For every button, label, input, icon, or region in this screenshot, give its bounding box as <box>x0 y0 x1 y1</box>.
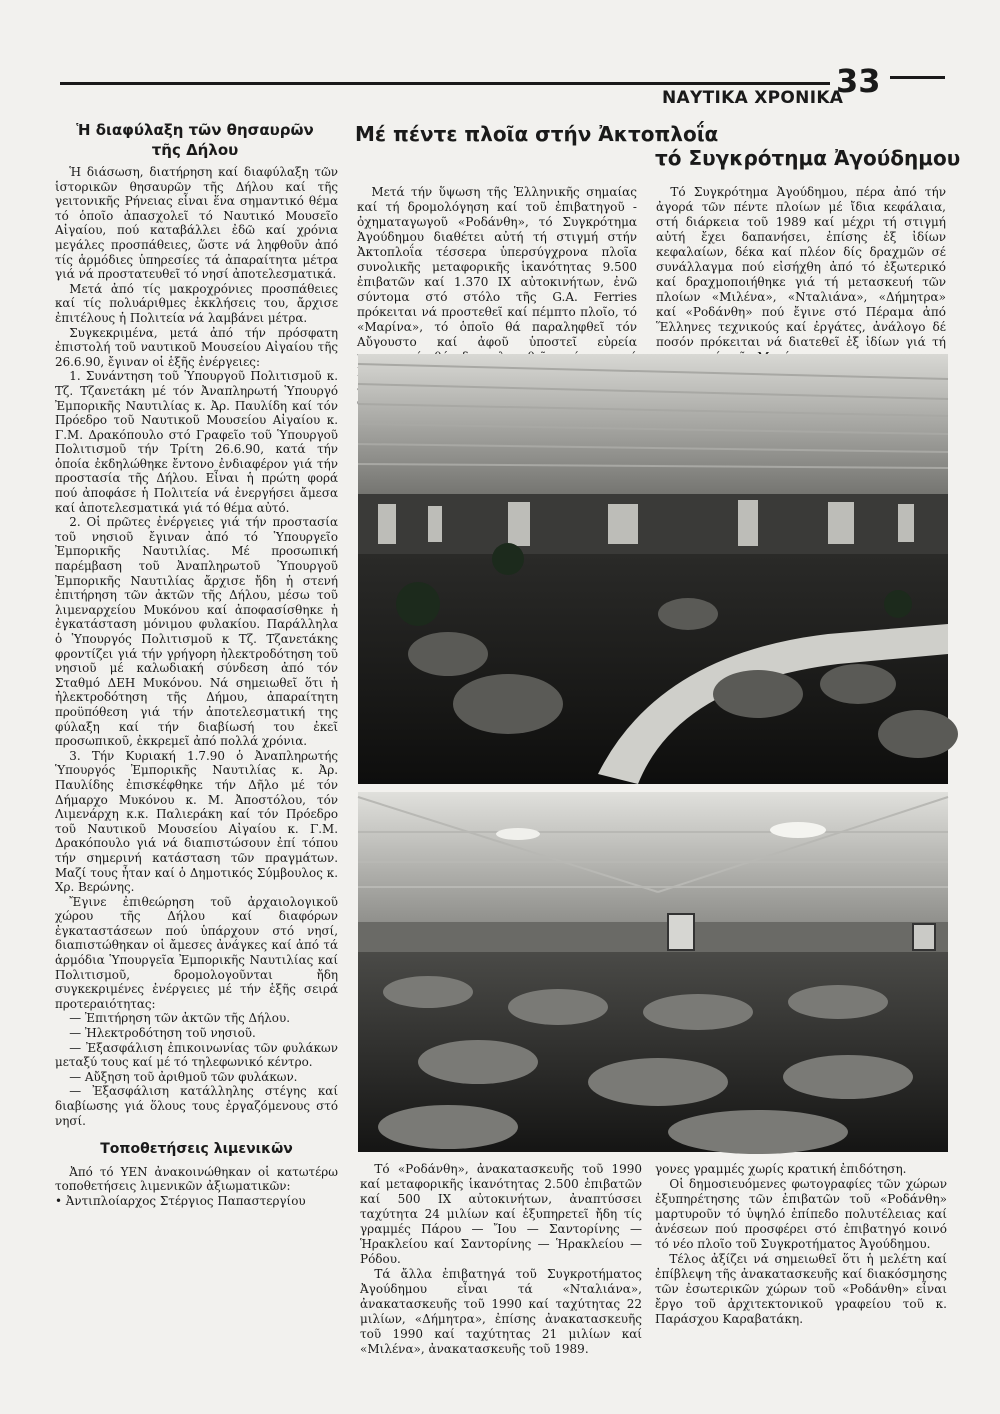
header-rule <box>60 82 830 85</box>
photo-caption-col1 <box>360 1162 642 1357</box>
main-article-title-line2: τό Συγκρότημα Ἀγούδημου <box>655 146 961 170</box>
paragraph: Ἔγινε ἐπιθεώρηση τοῦ ἀρχαιολογικοῦ χώρου τῆς Δήλου καί διαφόρων ἐγκαταστάσεων πού ὑπάρχουν στό νησί, διαπιστώθηκαν οἱ ἄμεσες ἀνάγκες καί ἀπό τά ἁρμόδια Ὑπουργεῖα Ἐμπορικῆς Ναυτιλίας καί Πολιτισμοῦ, δρομολογοῦνται ἤδη συγκεκριμένες ἐνέργειες μέ τήν ἑξῆς σειρά προτεραιότητας: <box>55 894 338 1011</box>
publication-title: ΝΑΥΤΙΚΑ ΧΡΟΝΙΚΑ <box>662 88 844 108</box>
list-item: — Ἐξασφάλιση ἐπικοινωνίας τῶν φυλάκων μεταξύ τους καί μέ τό τηλεφωνικό κέντρο. <box>55 1040 338 1070</box>
header-rule-right <box>890 76 945 79</box>
paragraph: 2. Οἱ πρῶτες ἐνέργειες γιά τήν προστασία τοῦ νησιοῦ ἔγιναν ἀπό τό Ὑπουργεῖο Ἐμπορικῆς Ναυτιλίας. Μέ προσωπική παρέμβαση τοῦ Ἀναπληρωτοῦ Ὑπουργοῦ Ἐμπορικῆς Ναυτιλίας ἄρχισε ἤδη ἡ στενή ἐπιτήρηση τῶν ἀκτῶν τῆς Δήλου, μέσω τοῦ λιμεναρχείου Μυκόνου καί ἀποφασίσθηκε ἡ ἐγκατάσταση μόνιμου φυλακίου. Παράλληλα ὁ Ὑπουργός Πολιτισμοῦ κ Τζ. Τζανετάκης φροντίζει γιά τήν γρήγορη ἠλεκτροδότηση τοῦ νησιοῦ μέ καλωδιακή σύνδεση ἀπό τόν Σταθμό ΔΕΗ Μυκόνου. Νά σημειωθεῖ ὅτι ἡ ἠλεκτροδότηση τῆς Δήμου, ἀπαραίτητη προϋπόθεση γιά τήν ἀποτελεσματική της φύλαξη καί τήν διαβίωσή του ἐκεῖ προσωπικοῦ, ἐκκρεμεῖ ἀπό πολλά χρόνια. <box>55 515 338 749</box>
paragraph: 3. Τήν Κυριακή 1.7.90 ὁ Ἀναπληρωτής Ὑπουργός Ἐμπορικῆς Ναυτιλίας κ. Ἀρ. Παυλίδης ἐπισκέφθηκε τήν Δῆλο μέ τόν Δήμαρχο Μυκόνου κ. Μ. Ἀποστόλου, τόν Λιμενάρχη κ.κ. Παλιεράκη καί τόν Πρόεδρο τοῦ Ναυτικοῦ Μουσείου Αἰγαίου κ. Γ.Μ. Δρακόπουλο γιά νά διαπιστώσουν ἐπί τόπου τήν σημερινή κατάσταση τῶν πραγμάτων. Μαζί τους ἦταν καί ὁ Δημοτικός Σύμβουλος κ. Χρ. Βερώνης. <box>55 748 338 895</box>
main-article-col2 <box>656 185 946 352</box>
list-item: — Αὔξηση τοῦ ἀριθμοῦ τῶν φυλάκων. <box>69 1069 298 1084</box>
paragraph: Μετά ἀπό τίς μακροχρόνιες προσπάθειες καί τίς πολυάριθμες ἐκκλήσεις του, ἄρχισε ἐπιτέλους ἡ Πολιτεία νά λαμβάνει μέτρα. <box>55 281 338 325</box>
bullet-item: • Ἀντιπλοίαρχος Στέργιος Παπαστεργίου <box>55 1193 306 1208</box>
caption-paragraph: Τό «Ροδάνθη», ἀνακατασκευῆς τοῦ 1990 καί μεταφορικῆς ἱκανότητας 2.500 ἐπιβατῶν καί 500 IX αὐτοκινήτων, ἀναπτύσσει ταχύτητα 24 μιλίων καί ἐξυπηρετεῖ ἤδη τίς γραμμές Πάρου — Ἴου — Σαντορίνης — Ἡρακλείου καί Σαντορίνης — Ἡρακλείου — Ρόδου. <box>360 1162 642 1266</box>
left-title-line1: Ἡ διαφύλαξη τῶν θησαυρῶν <box>76 121 314 139</box>
lounge-photo-2 <box>358 792 948 1152</box>
page-number: 33 <box>836 62 881 100</box>
paragraph: Ἡ διάσωση, διατήρηση καί διαφύλαξη τῶν ἱστορικῶν θησαυρῶν τῆς Δήλου καί τῆς γειτονικῆς Ρήνειας εἶναι ἕνα σημαντικό θέμα τό ὁποῖο ἀπασχολεῖ τό Ναυτικό Μουσεῖο Αἰγαίου, πού καταβάλλει ἐδῶ καί χρόνια μεγάλες προσπάθειες, ὥστε νά ληφθοῦν ἀπό τίς ἁρμόδιες ὑπηρεσίες τά ἀπαραίτητα μέτρα γιά νά προστατευθεῖ τό νησί ἀποτελεσματικά. <box>55 165 338 282</box>
list-item: — Ἐπιτήρηση τῶν ἀκτῶν τῆς Δήλου. <box>69 1011 290 1026</box>
caption-paragraph: Τά ἄλλα ἐπιβατηγά τοῦ Συγκροτήματος Ἀγούδημου εἶναι τά «Νταλιάνα», ἀνακατασκευῆς τοῦ 1990 καί ταχύτητας 22 μιλίων, «Δήμητρα», ἐπίσης ἀνακατασκευῆς τοῦ 1990 καί ταχύτητας 21 μιλίων καί «Μιλένα», ἀνακατασκευῆς τοῦ 1989. <box>360 1267 642 1356</box>
lounge-photo-1 <box>358 354 948 784</box>
left-article-body <box>55 165 338 1209</box>
left-article-title <box>60 120 330 160</box>
caption-paragraph: γονες γραμμές χωρίς κρατική ἐπιδότηση. <box>655 1162 907 1176</box>
main-article-col1 <box>357 185 637 352</box>
second-article-title: Τοποθετήσεις λιμενικῶν <box>100 1141 293 1158</box>
lounge-photo-2-image <box>358 792 948 1152</box>
main-article-title-line1: Μέ πέντε πλοῖα στήν Ἀκτοπλοΐα <box>355 122 719 146</box>
caption-paragraph: Τέλος ἀξίζει νά σημειωθεῖ ὅτι ἡ μελέτη καί ἐπίβλεψη τῆς ἀνακατασκευῆς καί διακόσμησης τῶν ἐσωτερικῶν χώρων τοῦ «Ροδάνθη» εἶναι ἔργο τοῦ ἀρχιτεκτονικοῦ γραφείου τοῦ κ. Παράσχου Καραβατάκη. <box>655 1252 947 1326</box>
caption-paragraph: Οἱ δημοσιευόμενες φωτογραφίες τῶν χώρων ἐξυπηρέτησης τῶν ἐπιβατῶν τοῦ «Ροδάνθη» μαρτυροῦν τό ὑψηλό ἐπίπεδο πολυτέλειας καί ἀνέσεων πού προσφέρει στό ἐπιβατηγό κοινό τό νέο πλοῖο τοῦ Συγκροτήματος Ἀγούδημου. <box>655 1177 947 1251</box>
list-item: — Ἐξασφάλιση κατάλληλης στέγης καί διαβίωσης γιά ὅλους τους ἐργαζόμενους στό νησί. <box>55 1084 338 1128</box>
lounge-photo-1-image <box>358 354 948 784</box>
photo-caption-col2 <box>655 1162 947 1327</box>
paragraph: 1. Συνάντηση τοῦ Ὑπουργοῦ Πολιτισμοῦ κ. Τζ. Τζανετάκη μέ τόν Ἀναπληρωτή Ὑπουργό Ἐμπορικῆς Ναυτιλίας κ. Ἀρ. Παυλίδη καί τόν Πρόεδρο τοῦ Ναυτικοῦ Μουσείου Αἰγαίου κ. Γ.Μ. Δρακόπουλο στό Γραφεῖο τοῦ Ὑπουργοῦ Πολιτισμοῦ τήν Τρίτη 26.6.90, κατά τήν ὁποία ἐκδηλώθηκε ἔντονο ἐνδιαφέρον γιά τήν προστασία τῆς Δήλου. Εἶναι ἡ πρώτη φορά πού ἀποφάσε ἡ Πολιτεία νά ἐνεργήσει ἄμεσα καί ἀποτελεσματικά γιά τό θέμα αὐτό. <box>55 369 338 515</box>
paragraph: Ἀπό τό ΥΕΝ ἀνακοινώθηκαν οἱ κατωτέρω τοποθετήσεις λιμενικῶν ἀξιωματικῶν: <box>55 1164 338 1194</box>
list-item: — Ἠλεκτροδότηση τοῦ νησιοῦ. <box>69 1026 256 1041</box>
paragraph: Μετά τήν ὕψωση τῆς Ἑλληνικῆς σημαίας καί τή δρομολόγηση καί τοῦ ἐπιβατηγοῦ - ὀχηματαγωγοῦ «Ροδάνθη», τό Συγκρότημα Ἀγούδημου διαθέτει αὐτή τή στιγμή στήν Ἀκτοπλοΐα τέσσερα ὑπερσύγχρονα πλοῖα συνολικῆς μεταφορικῆς ἱκανότητας 9.500 ἐπιβατῶν καί 1.370 IX αὐτοκινήτων, ἐνῶ σύντομα στό στόλο τῆς G.A. Ferries πρόκειται νά προστεθεῖ καί πέμπτο πλοῖο, τό «Μαρίνα», τό ὁποῖο θά παραληφθεῖ τόν Αὔγουστο καί ἀφοῦ ὑποστεῖ εὐρεία <box>357 185 637 349</box>
paragraph: Τό Συγκρότημα Ἀγούδημου, πέρα ἀπό τήν ἀγορά τῶν πέντε πλοίων μέ ἴδια κεφάλαια, στή διάρκεια τοῦ 1989 καί μέχρι τή στιγμή αὐτή ἔχει δαπανήσει, ἐπίσης ἐξ ἰδίων κεφαλαίων, δέκα καί πλέον δίς δραχμῶν σέ συνάλλαγμα πού εἰσήχθη ἀπό τό ἐξωτερικό καί δραχμοποιήθηκε γιά τή μετασκευή τῶν πλοίων «Μιλένα», «Νταλιάνα», «Δήμητρα» καί «Ροδάνθη» πού ἔγινε στό Πέραμα ἀπό Ἕλληνες τεχνικούς καί ἐργάτες, ἀνάλογο δέ ποσόν πρόκειται νά διατεθεῖ ἐξ ἰδίων γιά τή <box>656 185 946 349</box>
left-title-line2: τῆς Δήλου <box>151 141 239 159</box>
paragraph: Συγκεκριμένα, μετά ἀπό τήν πρόσφατη ἐπιστολή τοῦ ναυτικοῦ Μουσείου Αἰγαίου τῆς 26.6.90, ἔγιναν οἱ ἑξῆς ἐνέργειες: <box>55 325 338 369</box>
